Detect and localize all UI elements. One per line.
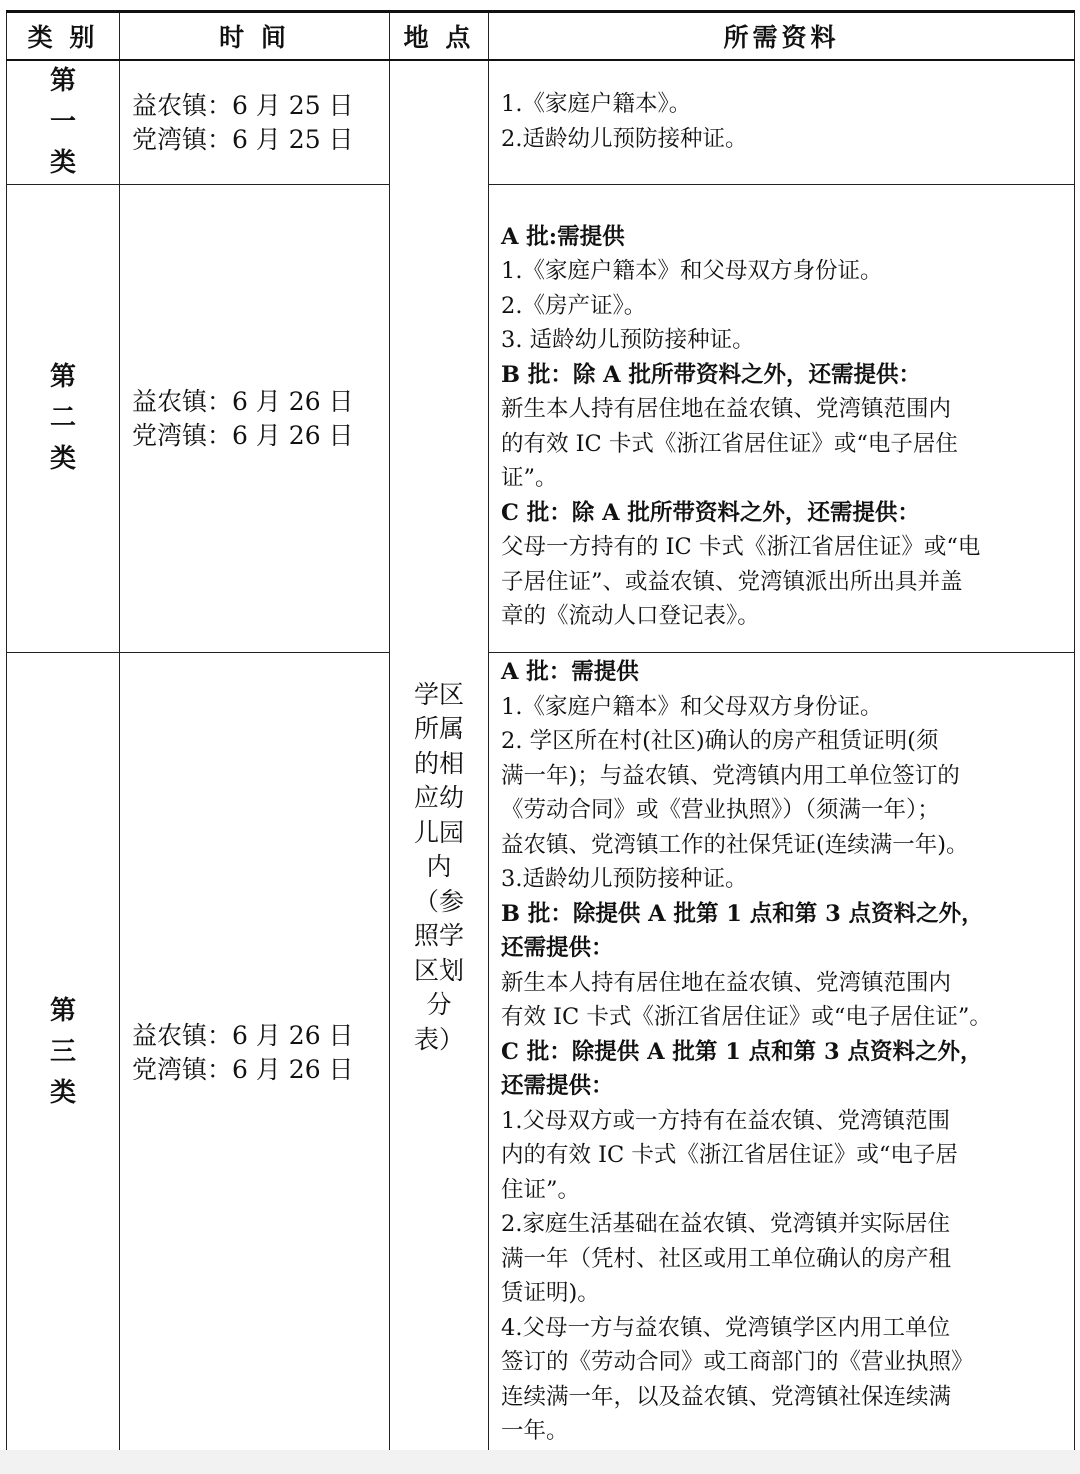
materials-line: 1.《家庭户籍本》和父母双方身份证。 [501,693,883,720]
materials-line: 3. 适龄幼儿预防接种证。 [501,327,755,353]
category-char: 二 [49,403,76,433]
time-cell [120,185,390,653]
materials-line: 证”。 [501,465,558,491]
time-line: 益农镇：6 月 26 日 [132,1020,354,1050]
materials-line: 签订的《劳动合同》或工商部门的《营业执照》 [501,1349,974,1375]
materials-line: 满一年（凭村、社区或用工单位确认的房产租 [501,1245,952,1272]
materials-line: 还需提供： [501,1073,614,1099]
table-row [7,60,1075,185]
category-char: 类 [49,444,76,474]
location-line: 学区 [413,679,464,709]
materials-line: 1.《家庭户籍本》。 [501,91,692,117]
materials-line: 1.《家庭户籍本》和父母双方身份证。 [501,258,883,284]
materials-cell [489,60,1075,185]
materials-line: 2.适龄幼儿预防接种证。 [501,125,748,152]
materials-line: 连续满一年，以及益农镇、党湾镇社保连续满 [501,1383,952,1410]
category-cell [7,653,120,1455]
materials-line: C 批：除提供 A 批第 1 点和第 3 点资料之外， [501,1038,983,1065]
time-cell [120,653,390,1455]
materials-line: 子居住证”、或益农镇、党湾镇派出所出具并盖 [501,568,963,595]
table-row [7,185,1075,653]
materials-line: 3.适龄幼儿预防接种证。 [501,866,748,892]
location-line: 应幼 [413,783,464,812]
time-line: 党湾镇：6 月 26 日 [132,420,354,450]
materials-line: 赁证明)。 [501,1280,600,1306]
location-line: 分 [426,990,452,1019]
materials-line: 还需提供： [501,935,614,961]
category-char: 类 [49,1078,76,1109]
materials-line: B 批：除提供 A 批第 1 点和第 3 点资料之外， [501,900,984,927]
time-line: 党湾镇：6 月 26 日 [132,1054,354,1084]
materials-line: 新生本人持有居住地在益农镇、党湾镇范围内 [501,969,952,996]
materials-cell [489,653,1075,1455]
materials-line: A 批:需提供 [501,223,625,250]
materials-line: 1.父母双方或一方持有在益农镇、党湾镇范围 [501,1107,950,1134]
category-char: 三 [49,1037,76,1068]
table-header-row [7,12,1075,61]
materials-line: 章的《流动人口登记表》。 [501,603,760,629]
category-cell [7,185,120,653]
materials-line: 2.《房产证》。 [501,292,647,319]
materials-line: A 批：需提供 [501,659,639,685]
category-cell [7,60,120,185]
materials-line: 4.父母一方与益农镇、党湾镇学区内用工单位 [501,1314,950,1341]
category-char: 第 [49,362,76,392]
materials-line: 《劳动合同》或《营业执照》）（须满一年）； [501,797,940,823]
category-char: 第 [49,66,76,96]
materials-line: 的有效 IC 卡式《浙江省居住证》或“电子居住 [501,430,958,457]
materials-line: 2.家庭生活基础在益农镇、党湾镇并实际居住 [501,1211,950,1237]
location-line: 的相 [413,748,464,778]
materials-line: B 批：除 A 批所带资料之外，还需提供： [501,361,921,388]
materials-line: C 批：除 A 批所带资料之外，还需提供： [501,499,920,526]
header-location: 地 点 [390,12,489,61]
materials-line: 益农镇、党湾镇工作的社保凭证(连续满一年)。 [501,831,969,858]
materials-cell [489,185,1075,653]
location-line: 儿园 [413,817,464,847]
materials-line: 有效 IC 卡式《浙江省居住证》或“电子居住证”。 [501,1004,992,1030]
header-category: 类 别 [7,12,120,61]
location-line: 表） [413,1024,464,1054]
enrollment-schedule-table [6,10,1075,1456]
time-line: 党湾镇：6 月 25 日 [132,124,354,154]
location-line: 照学 [413,921,464,950]
materials-line: 新生本人持有居住地在益农镇、党湾镇范围内 [501,396,952,422]
category-char: 类 [49,148,76,178]
time-line: 益农镇：6 月 25 日 [132,90,354,120]
materials-line: 住证”。 [501,1176,581,1203]
materials-line: 2. 学区所在村(社区)确认的房产租赁证明(须 [501,728,939,754]
header-time: 时 间 [120,12,390,61]
location-line: 区划 [413,955,464,985]
location-cell [390,60,489,1454]
materials-line: 满一年)；与益农镇、党湾镇内用工单位签订的 [501,762,960,789]
page-bottom-band [0,1450,1080,1474]
materials-line: 内的有效 IC 卡式《浙江省居住证》或“电子居 [501,1142,958,1168]
category-char: 一 [49,107,76,137]
time-line: 益农镇：6 月 26 日 [132,386,354,416]
location-line: 内 [426,852,452,881]
materials-line: 父母一方持有的 IC 卡式《浙江省居住证》或“电 [501,534,981,560]
table-row [7,653,1075,1455]
header-materials: 所需资料 [489,12,1075,61]
category-char: 第 [49,996,76,1027]
time-cell [120,60,390,185]
location-line: （参 [413,886,464,916]
location-line: 所属 [413,714,464,743]
materials-line: 一年。 [501,1418,569,1444]
